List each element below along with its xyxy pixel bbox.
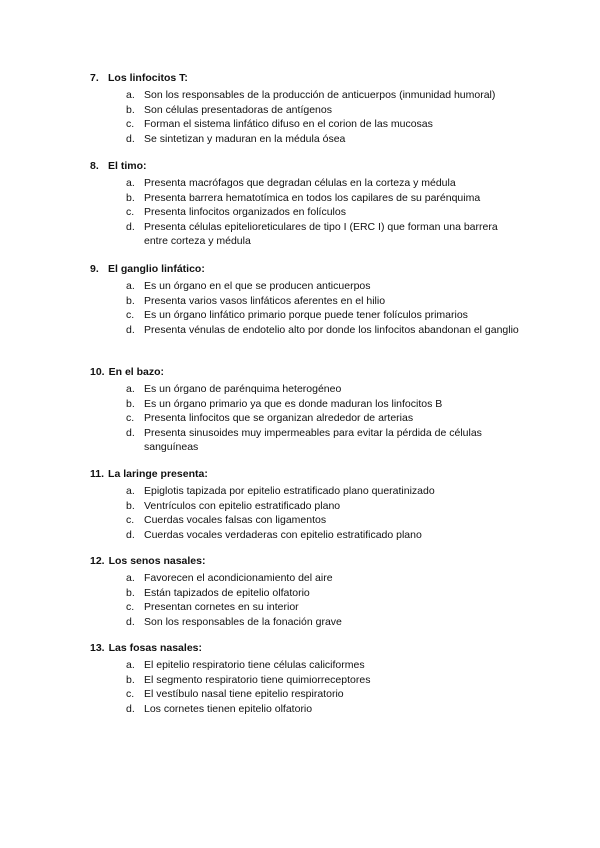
question-title bbox=[90, 467, 530, 481]
option-letter: b. bbox=[126, 294, 135, 307]
option-list bbox=[90, 88, 530, 146]
option-c bbox=[126, 205, 530, 220]
option-text: Presenta linfocitos que se organizan alrededor de arterias bbox=[144, 412, 414, 424]
option-letter: a. bbox=[126, 659, 135, 671]
question-text: La laringe presenta: bbox=[108, 468, 208, 480]
question-number: 9. bbox=[90, 263, 99, 275]
option-a bbox=[126, 176, 530, 191]
option-letter: a. bbox=[126, 485, 135, 497]
question-number: 12. bbox=[90, 555, 105, 567]
option-a bbox=[126, 484, 530, 499]
option-c bbox=[126, 117, 530, 132]
option-letter: d. bbox=[126, 528, 135, 541]
option-a bbox=[126, 571, 530, 586]
option-text: Presenta sinusoides muy impermeables para evitar la pérdida de células sanguíneas bbox=[144, 426, 482, 453]
option-d bbox=[126, 528, 530, 543]
question-text: Los linfocitos T: bbox=[108, 72, 188, 84]
option-letter: c. bbox=[126, 601, 135, 613]
option-letter: c. bbox=[126, 118, 135, 130]
option-list bbox=[90, 382, 530, 455]
option-d bbox=[126, 702, 530, 717]
option-letter: b. bbox=[126, 673, 135, 686]
option-text: Es un órgano linfático primario porque puede tener folículos primarios bbox=[144, 309, 468, 321]
question-number: 10. bbox=[90, 366, 105, 378]
question-number: 8. bbox=[90, 160, 99, 172]
option-letter: b. bbox=[126, 499, 135, 512]
option-text: Presenta células epitelioreticulares de tipo I (ERC I) que forman una barrera entre corteza y médula bbox=[144, 220, 498, 247]
question-title bbox=[90, 641, 530, 655]
option-text: Ventrículos con epitelio estratificado plano bbox=[144, 499, 341, 512]
option-text: Presenta vénulas de endotelio alto por donde los linfocitos abandonan el ganglio bbox=[144, 323, 519, 336]
option-text: Son células presentadoras de antígenos bbox=[144, 103, 332, 116]
option-d bbox=[126, 426, 530, 455]
option-list bbox=[90, 571, 530, 629]
option-text: Están tapizados de epitelio olfatorio bbox=[144, 586, 310, 599]
option-text: Presenta varios vasos linfáticos aferentes en el hilio bbox=[144, 294, 386, 307]
option-letter: a. bbox=[126, 89, 135, 101]
option-b bbox=[126, 103, 530, 118]
option-letter: d. bbox=[126, 702, 135, 715]
option-letter: c. bbox=[126, 206, 135, 218]
option-letter: b. bbox=[126, 397, 135, 410]
option-letter: a. bbox=[126, 572, 135, 584]
question-7 bbox=[90, 71, 530, 146]
option-d bbox=[126, 220, 530, 249]
option-text: Se sintetizan y maduran en la médula ósea bbox=[144, 132, 346, 145]
option-text: Presenta barrera hematotímica en todos los capilares de su parénquima bbox=[144, 191, 481, 204]
question-text: En el bazo: bbox=[108, 366, 165, 378]
option-letter: b. bbox=[126, 103, 135, 116]
option-b bbox=[126, 499, 530, 514]
question-11 bbox=[90, 467, 530, 542]
question-8 bbox=[90, 159, 530, 249]
question-number: 11. bbox=[90, 468, 105, 480]
option-letter: a. bbox=[126, 383, 135, 395]
question-13 bbox=[90, 641, 530, 716]
option-letter: d. bbox=[126, 220, 135, 233]
option-letter: c. bbox=[126, 412, 135, 424]
option-c bbox=[126, 308, 530, 323]
option-b bbox=[126, 191, 530, 206]
option-text: Presentan cornetes en su interior bbox=[144, 601, 299, 613]
option-list bbox=[90, 176, 530, 249]
option-a bbox=[126, 658, 530, 673]
option-text: Los cornetes tienen epitelio olfatorio bbox=[144, 702, 313, 715]
option-a bbox=[126, 382, 530, 397]
option-letter: c. bbox=[126, 309, 135, 321]
option-letter: d. bbox=[126, 615, 135, 628]
question-number: 13. bbox=[90, 642, 105, 654]
option-a bbox=[126, 88, 530, 103]
option-b bbox=[126, 586, 530, 601]
question-title bbox=[90, 554, 530, 568]
option-c bbox=[126, 411, 530, 426]
option-text: Es un órgano de parénquima heterogéneo bbox=[144, 383, 342, 395]
question-12 bbox=[90, 554, 530, 629]
option-c bbox=[126, 600, 530, 615]
question-text: El timo: bbox=[108, 160, 147, 172]
question-title bbox=[90, 365, 530, 379]
option-a bbox=[126, 279, 530, 294]
option-d bbox=[126, 615, 530, 630]
option-text: Favorecen el acondicionamiento del aire bbox=[144, 572, 333, 584]
option-b bbox=[126, 397, 530, 412]
option-text: Presenta macrófagos que degradan células en la corteza y médula bbox=[144, 177, 456, 189]
option-list bbox=[90, 658, 530, 716]
question-text: Las fosas nasales: bbox=[108, 642, 202, 654]
question-text: El ganglio linfático: bbox=[108, 263, 205, 275]
option-list bbox=[90, 484, 530, 542]
option-text: Son los responsables de la producción de anticuerpos (inmunidad humoral) bbox=[144, 89, 496, 101]
question-title bbox=[90, 159, 530, 173]
option-c bbox=[126, 513, 530, 528]
question-title bbox=[90, 71, 530, 85]
question-number: 7. bbox=[90, 72, 99, 84]
option-letter: c. bbox=[126, 688, 135, 700]
option-text: Es un órgano primario ya que es donde maduran los linfocitos B bbox=[144, 397, 443, 410]
option-letter: d. bbox=[126, 323, 135, 336]
option-text: Son los responsables de la fonación grave bbox=[144, 615, 342, 628]
option-text: El epitelio respiratorio tiene células caliciformes bbox=[144, 659, 365, 671]
option-b bbox=[126, 294, 530, 309]
question-10 bbox=[90, 365, 530, 455]
option-text: Presenta linfocitos organizados en folículos bbox=[144, 206, 346, 218]
option-c bbox=[126, 687, 530, 702]
option-text: Cuerdas vocales verdaderas con epitelio estratificado plano bbox=[144, 528, 422, 541]
option-text: El vestíbulo nasal tiene epitelio respiratorio bbox=[144, 688, 344, 700]
option-letter: a. bbox=[126, 177, 135, 189]
option-letter: b. bbox=[126, 191, 135, 204]
question-text: Los senos nasales: bbox=[108, 555, 206, 567]
option-text: Forman el sistema linfático difuso en el corion de las mucosas bbox=[144, 118, 433, 130]
option-d bbox=[126, 323, 530, 338]
option-text: Cuerdas vocales falsas con ligamentos bbox=[144, 514, 327, 526]
option-text: Epiglotis tapizada por epitelio estratificado plano queratinizado bbox=[144, 485, 435, 497]
option-letter: d. bbox=[126, 426, 135, 439]
question-9 bbox=[90, 262, 530, 337]
option-letter: d. bbox=[126, 132, 135, 145]
option-text: Es un órgano en el que se producen anticuerpos bbox=[144, 280, 371, 292]
option-letter: a. bbox=[126, 280, 135, 292]
option-text: El segmento respiratorio tiene quimiorreceptores bbox=[144, 673, 371, 686]
option-letter: b. bbox=[126, 586, 135, 599]
option-b bbox=[126, 673, 530, 688]
option-list bbox=[90, 279, 530, 337]
question-title bbox=[90, 262, 530, 276]
option-letter: c. bbox=[126, 514, 135, 526]
option-d bbox=[126, 132, 530, 147]
